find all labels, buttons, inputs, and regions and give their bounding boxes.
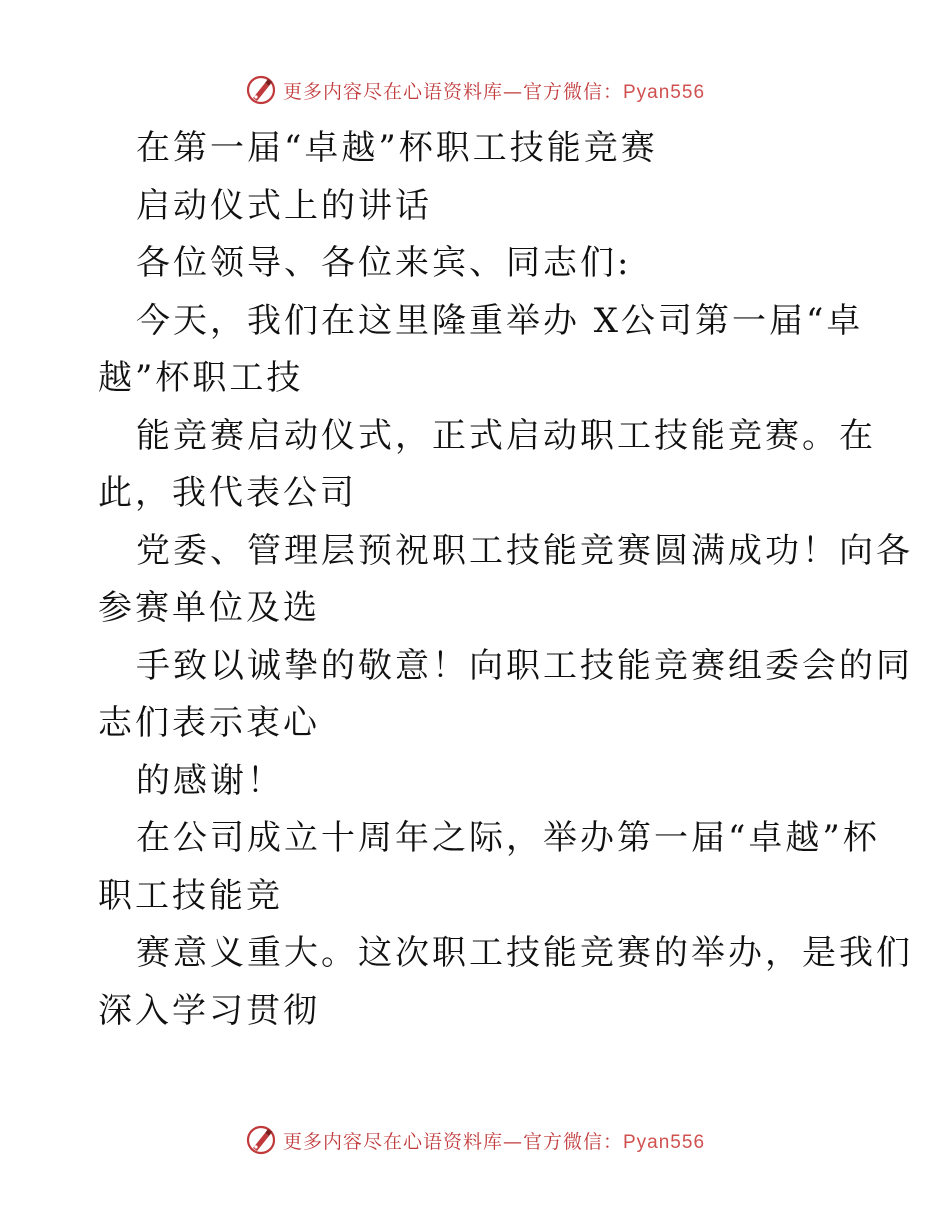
salutation: 各位领导、各位来宾、同志们: [136,243,632,283]
body-line: 能竞赛启动仪式，正式启动职工技能竞赛。在 [136,415,876,456]
body-line: 赛意义重大。这次职工技能竞赛的举办，是我们 [136,933,913,973]
header-watermark [0,70,950,110]
pen-logo-icon [245,1124,277,1156]
watermark-wechat-id: Pyan556 [623,1131,706,1153]
body-line: 党委、管理层预祝职工技能竞赛圆满成功！向各 [136,530,913,571]
document-body [98,120,913,1040]
body-line: 志们表示衷心 [98,703,320,743]
watermark-text: 更多内容尽在心语资料库—官方微信： [282,1130,623,1153]
footer-watermark [0,1120,950,1160]
body-line: 深入学习贯彻 [98,990,320,1031]
body-line: 越”杯职工技 [98,358,304,398]
body-line: 参赛单位及选 [98,588,320,628]
pen-logo-icon [245,74,277,106]
body-line: 今天，我们在这里隆重举办 X公司第一届“卓 [136,300,864,341]
title-line-2: 启动仪式上的讲话 [136,185,432,226]
watermark-text: 更多内容尽在心语资料库—官方微信： [282,80,623,103]
body-line: 的感谢！ [136,760,284,801]
body-line: 在公司成立十周年之际，举办第一届“卓越”杯 [136,818,880,858]
body-line: 此，我代表公司 [98,473,357,513]
watermark-wechat-id: Pyan556 [623,81,706,103]
body-line: 手致以诚挚的敬意！向职工技能竞赛组委会的同 [136,645,913,686]
body-line: 职工技能竞 [98,875,283,916]
title-line-1: 在第一届“卓越”杯职工技能竞赛 [136,128,658,168]
